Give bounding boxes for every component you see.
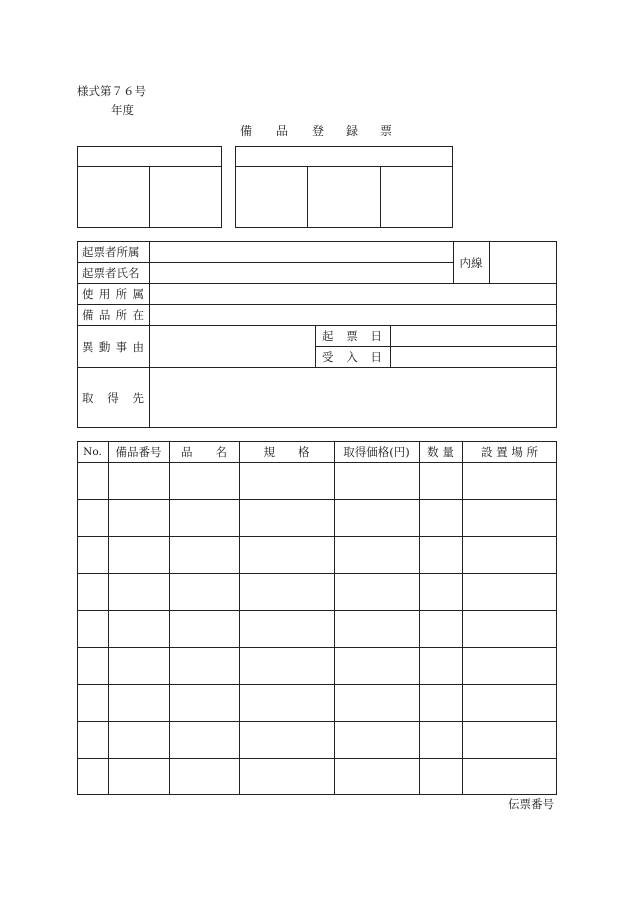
requester-name-label: 起票者氏名 [82,266,140,280]
slip-number-label: 伝票番号 [508,797,554,811]
approval-box-right [235,146,453,228]
column-divider [419,441,420,795]
col-header-item-number: 備品番号 [115,444,162,459]
label-char: 品 [98,308,111,322]
col-header-item-name: 品 名 [181,444,227,459]
label-char: 属 [132,287,144,301]
label-char: 日 [370,329,382,343]
label-char: 受 [322,350,334,364]
divider [235,166,453,167]
label-char: 得 [107,391,119,405]
divider [489,241,490,283]
title-char: 録 [346,124,359,138]
row-divider [77,536,557,537]
label-char: 票 [346,329,358,343]
column-divider [239,441,240,795]
label-char: 先 [132,391,144,405]
label-char: 所 [115,308,128,322]
label-char: 動 [98,339,111,354]
form-title [240,122,392,138]
issue-date-label [322,326,382,346]
divider [149,241,150,428]
title-char: 備 [240,124,253,138]
fiscal-year-label: 年度 [111,103,134,117]
row-divider [77,573,557,574]
form-number: 様式第７６号 [77,84,146,98]
label-char: 取 [82,391,94,405]
divider [149,166,150,228]
label-char: 異 [82,339,94,354]
divider [380,166,381,228]
label-char: 所 [115,287,128,301]
row-divider [77,610,557,611]
row-divider [77,758,557,759]
divider [390,325,391,367]
divider [307,166,308,228]
label-char: 事 [115,339,128,354]
label-char: 日 [370,350,382,364]
col-header-price: 取得価格(円) [343,444,410,459]
divider [315,325,316,367]
column-divider [169,441,170,795]
change-reason-label [82,326,144,367]
header-divider [77,462,557,463]
column-divider [462,441,463,795]
row-divider [77,721,557,722]
col-header-no: No. [83,445,102,458]
extension-label: 内線 [459,255,483,270]
column-divider [108,441,109,795]
receive-date-label [322,347,382,367]
row-divider [77,499,557,500]
items-table [77,441,557,795]
user-dept-label [82,284,144,304]
label-char: 用 [98,287,111,301]
title-char: 票 [380,124,393,138]
label-char: 備 [82,308,94,322]
row-divider [77,684,557,685]
label-char: 起 [322,329,334,343]
acquired-from-label [82,368,144,428]
label-char: 使 [82,287,94,301]
label-char: 在 [132,308,144,322]
row-divider [77,647,557,648]
title-char: 登 [312,124,325,138]
col-header-location: 設 置 場 所 [481,444,538,459]
label-char: 由 [132,339,144,354]
col-header-quantity: 数 量 [427,444,454,459]
col-header-spec: 規 格 [263,444,310,459]
column-divider [334,441,335,795]
requester-dept-label: 起票者所属 [82,245,140,259]
location-label [82,305,144,325]
title-char: 品 [276,124,289,138]
label-char: 入 [346,350,358,364]
